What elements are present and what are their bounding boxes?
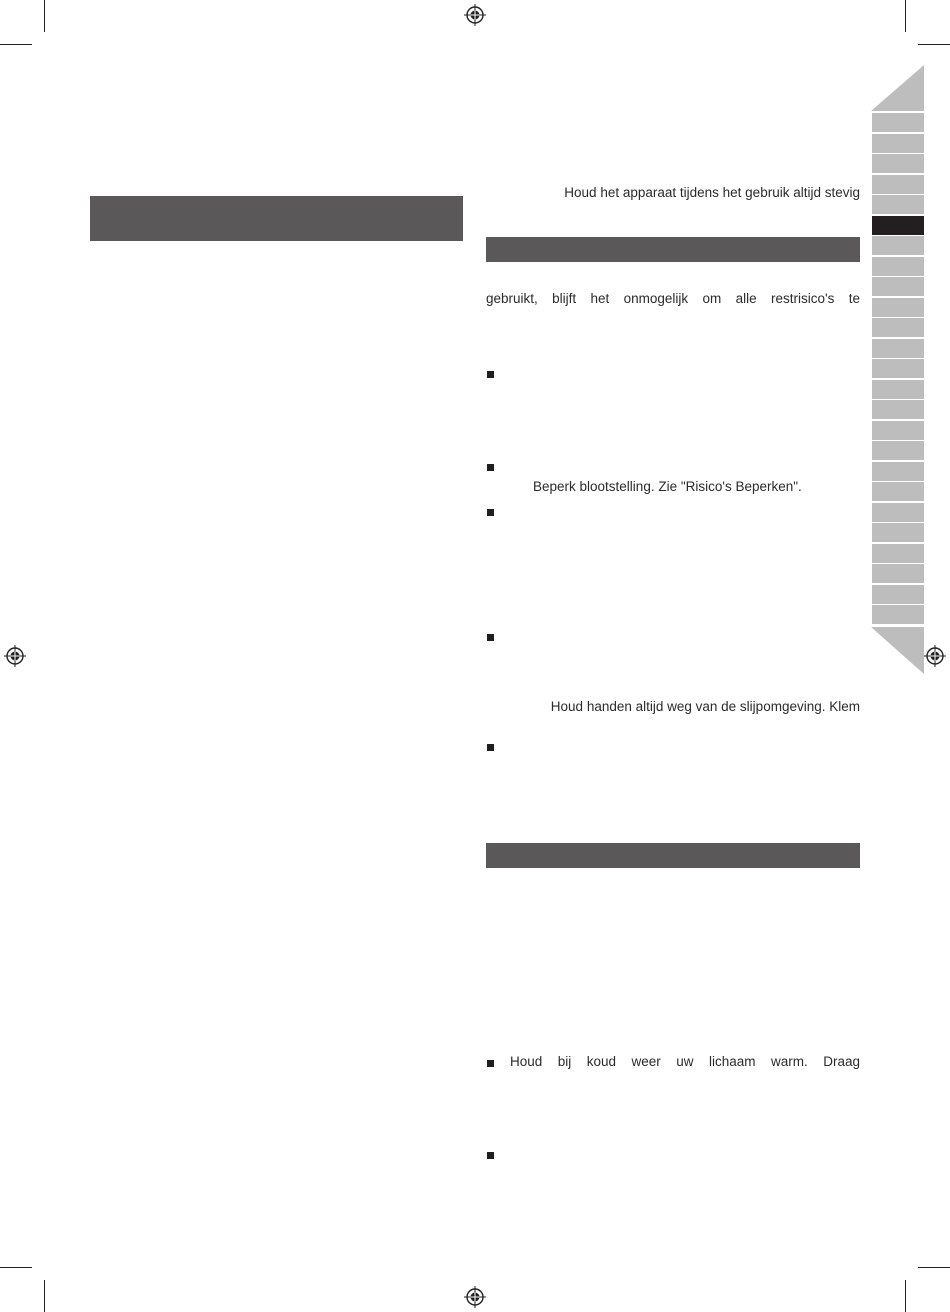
right-section-heading-bar-1 xyxy=(486,237,860,262)
thumb-index-tab[interactable] xyxy=(872,339,924,358)
thumb-index-tab[interactable] xyxy=(872,298,924,317)
body-text-line: Houd handen altijd weg van de slijpomgeving. Klem xyxy=(550,699,860,714)
thumb-index-tab[interactable] xyxy=(872,564,924,583)
thumb-index-tab[interactable] xyxy=(872,380,924,399)
thumb-index-tab[interactable] xyxy=(872,503,924,522)
thumb-index-tab[interactable] xyxy=(872,359,924,378)
thumb-index-tab[interactable] xyxy=(872,421,924,440)
thumb-index-top-triangle xyxy=(871,65,925,112)
bullet-icon xyxy=(487,371,494,378)
crop-mark-top-right-vertical xyxy=(905,0,906,32)
bullet-icon xyxy=(487,509,494,516)
thumb-index-tab[interactable] xyxy=(872,523,924,542)
thumb-index-bottom-triangle xyxy=(871,627,925,675)
thumb-index-tab[interactable] xyxy=(872,154,924,173)
thumb-index-tab[interactable] xyxy=(872,236,924,255)
body-text-line: gebruikt, blijft het onmogelijk om alle restrisico's te xyxy=(486,291,860,306)
left-section-heading-bar xyxy=(90,196,463,241)
thumb-index-tab[interactable] xyxy=(872,175,924,194)
thumb-index-tab[interactable] xyxy=(872,113,924,132)
registration-mark-right-icon xyxy=(924,645,946,667)
crop-mark-bottom-right-vertical xyxy=(905,1280,906,1312)
registration-mark-top-icon xyxy=(464,4,486,26)
bullet-icon xyxy=(487,1060,494,1067)
crop-mark-top-left-vertical xyxy=(44,0,45,32)
crop-mark-bottom-left-horizontal xyxy=(0,1267,32,1268)
thumb-index-tab[interactable] xyxy=(872,482,924,501)
body-text-line: Beperk blootstelling. Zie "Risico's Beperken". xyxy=(533,479,802,494)
registration-mark-bottom-icon xyxy=(464,1286,486,1308)
thumb-index-tab[interactable] xyxy=(872,400,924,419)
body-text-line: Houd bij koud weer uw lichaam warm. Draag xyxy=(510,1054,860,1069)
body-text-line: Houd het apparaat tijdens het gebruik altijd stevig xyxy=(564,185,860,200)
thumb-index-tab[interactable] xyxy=(872,544,924,563)
thumb-index-tab[interactable] xyxy=(872,277,924,296)
thumb-index-tab[interactable] xyxy=(872,585,924,604)
crop-mark-top-right-horizontal xyxy=(918,44,950,45)
thumb-index-tab-active[interactable] xyxy=(872,216,924,235)
registration-mark-left-icon xyxy=(4,645,26,667)
thumb-index-tab[interactable] xyxy=(872,462,924,481)
right-section-heading-bar-2 xyxy=(486,843,860,868)
crop-mark-bottom-left-vertical xyxy=(44,1280,45,1312)
thumb-index-tab[interactable] xyxy=(872,605,924,624)
bullet-icon xyxy=(487,744,494,751)
thumb-index-tab[interactable] xyxy=(872,441,924,460)
bullet-icon xyxy=(487,634,494,641)
thumb-index-tab[interactable] xyxy=(872,318,924,337)
thumb-index-tab[interactable] xyxy=(872,195,924,214)
thumb-index-tab[interactable] xyxy=(872,257,924,276)
bullet-icon xyxy=(487,464,494,471)
thumb-index-tab[interactable] xyxy=(872,134,924,153)
crop-mark-top-left-horizontal xyxy=(0,44,32,45)
crop-mark-bottom-right-horizontal xyxy=(918,1267,950,1268)
bullet-icon xyxy=(487,1152,494,1159)
